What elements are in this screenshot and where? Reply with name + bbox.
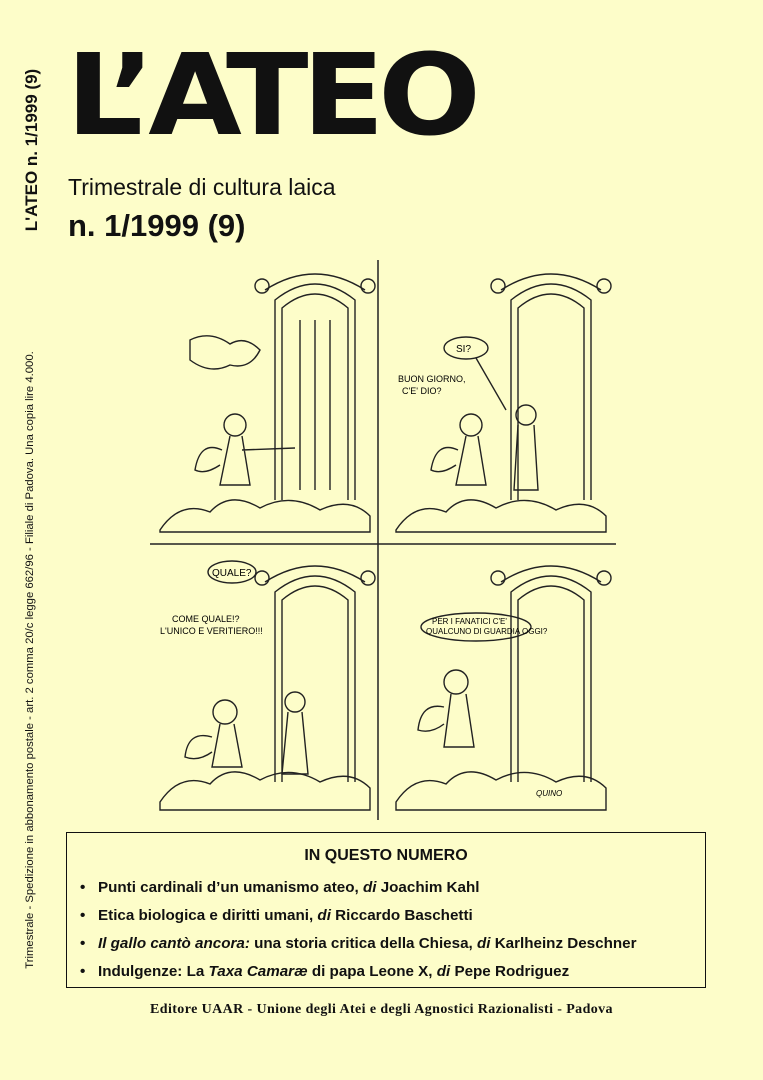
svg-text:QUALE?: QUALE? xyxy=(212,568,252,579)
contents-box xyxy=(66,832,706,988)
comic-panel-4 xyxy=(396,566,611,810)
cover-comic-strip xyxy=(150,260,616,820)
magazine-subtitle: Trimestrale di cultura laica xyxy=(68,174,336,200)
svg-text:COME QUALE!?: COME QUALE!? xyxy=(172,614,240,624)
comic-panel-2 xyxy=(396,274,611,532)
spine-title: L'ATEO n. 1/1999 (9) xyxy=(22,68,41,232)
comic-panel-3 xyxy=(160,561,375,810)
svg-text:L'UNICO E VERITIERO!!!: L'UNICO E VERITIERO!!! xyxy=(160,626,263,636)
spine-postal-info: Trimestrale - Spedizione in abbonamento postale - art. 2 comma 20/c legge 662/96 - Filiale di Padova. Una copia lire 4.000. xyxy=(24,351,36,969)
contents-list xyxy=(80,878,637,990)
comic-panel-1 xyxy=(160,274,375,532)
svg-text:PER I FANATICI C'E': PER I FANATICI C'E' xyxy=(432,617,507,626)
contents-item: • Etica biologica e diritti umani, di Riccardo Baschetti xyxy=(80,907,473,924)
magazine-title: L’ATEO xyxy=(66,31,475,161)
contents-item: • Punti cardinali d’un umanismo ateo, di Joachim Kahl xyxy=(80,879,480,896)
svg-text:C'E' DIO?: C'E' DIO? xyxy=(402,386,442,396)
issue-number: n. 1/1999 (9) xyxy=(68,208,246,243)
contents-item: • Indulgenze: La Taxa Camaræ di papa Leone X, di Pepe Rodriguez xyxy=(80,963,570,980)
publisher-line: Editore UAAR - Unione degli Atei e degli Agnostici Razionalisti - Padova xyxy=(150,1002,613,1017)
contents-item: • Il gallo cantò ancora: una storia critica della Chiesa, di Karlheinz Deschner xyxy=(80,935,637,952)
contents-heading: IN QUESTO NUMERO xyxy=(304,847,468,864)
svg-text:QUALCUNO DI GUARDIA OGGI?: QUALCUNO DI GUARDIA OGGI? xyxy=(426,627,548,636)
svg-text:BUON GIORNO,: BUON GIORNO, xyxy=(398,374,466,384)
svg-text:SI?: SI? xyxy=(456,344,472,355)
svg-text:QUINO: QUINO xyxy=(536,789,563,798)
